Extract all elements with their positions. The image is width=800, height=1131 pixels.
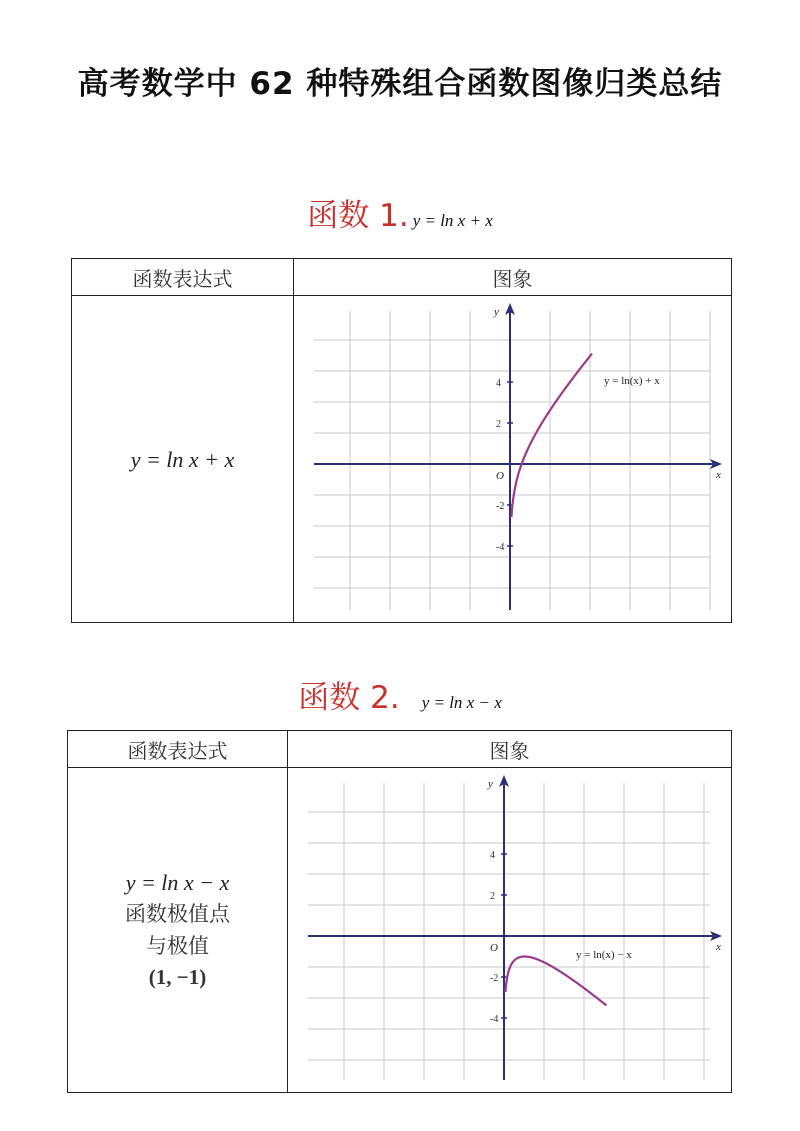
function-1-graph <box>294 297 730 622</box>
function-2-expression-cell <box>68 768 288 1093</box>
y-axis-label: y <box>494 305 499 318</box>
function-2-note-line-1: 函数极值点 <box>125 902 230 927</box>
y-tick-label: 4 <box>490 849 495 861</box>
curve-label: y = ln(x) + x <box>604 374 660 387</box>
function-2-note-line-2: 与极值 <box>146 933 209 958</box>
y-tick-label: -4 <box>496 541 505 553</box>
section-1-heading-text: 函数 1. <box>307 198 409 234</box>
y-axis-label: y <box>488 777 493 790</box>
function-1-expression-cell <box>72 296 294 623</box>
y-tick-label: 2 <box>496 418 501 430</box>
section-2-heading <box>0 672 800 717</box>
y-tick-label: -2 <box>490 972 499 984</box>
section-1-heading <box>0 190 800 235</box>
column-header-graph: 图象 <box>288 731 732 768</box>
x-axis-label: x <box>716 468 721 481</box>
function-1-table <box>71 258 732 623</box>
grid <box>314 311 710 610</box>
origin-label: O <box>490 941 498 954</box>
section-1-heading-formula: y = ln x + x <box>412 211 493 230</box>
page-title: 高考数学中 62 种特殊组合函数图像归类总结 <box>77 66 723 102</box>
column-header-expression: 函数表达式 <box>72 259 294 296</box>
x-axis-label: x <box>716 940 721 953</box>
function-2-graph <box>288 769 730 1092</box>
function-1-graph-cell <box>294 296 732 623</box>
y-tick-label: -4 <box>490 1013 499 1025</box>
function-2-expression: y = ln x − x <box>125 870 230 896</box>
y-tick-label: -2 <box>496 500 505 512</box>
y-tick-label: 4 <box>496 377 501 389</box>
origin-label: O <box>496 469 504 482</box>
function-2-note-line-3: (1, −1) <box>148 965 207 990</box>
section-2-heading-text: 函数 2. <box>298 680 400 716</box>
y-tick-label: 2 <box>490 890 495 902</box>
column-header-expression: 函数表达式 <box>68 731 288 768</box>
function-curve <box>511 353 592 517</box>
function-1-expression: y = ln x + x <box>130 446 235 472</box>
function-2-graph-cell <box>288 768 732 1093</box>
column-header-graph: 图象 <box>294 259 732 296</box>
function-2-table <box>67 730 732 1093</box>
grid <box>308 783 710 1080</box>
section-2-heading-formula: y = ln x − x <box>421 693 502 712</box>
curve-label: y = ln(x) − x <box>576 948 632 961</box>
